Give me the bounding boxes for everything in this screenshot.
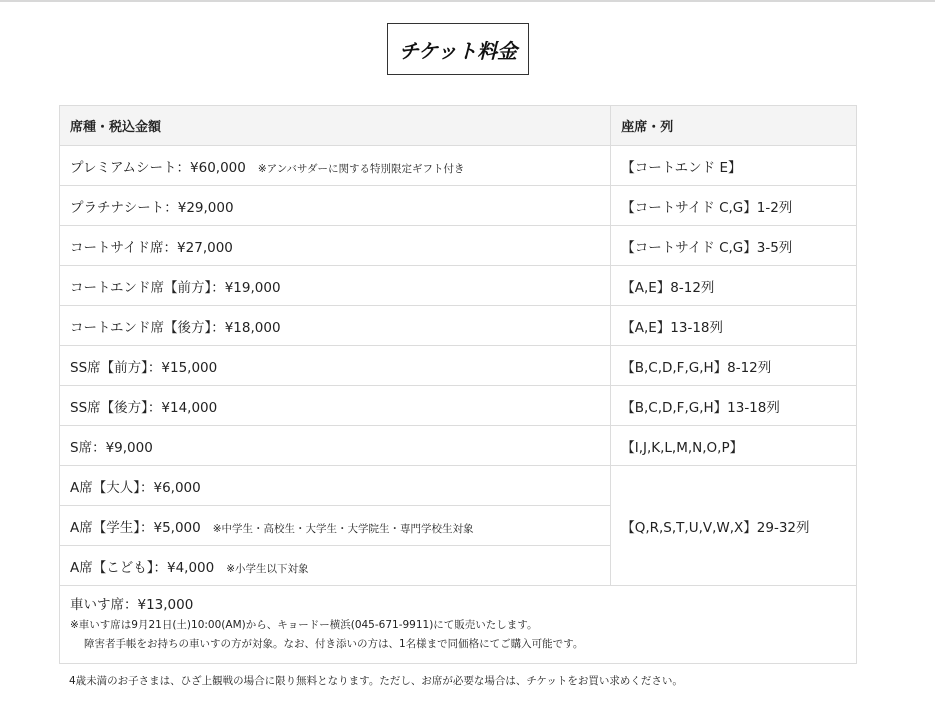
row-type: コートサイド席：¥27,000 [60, 226, 611, 266]
table-row [60, 186, 857, 226]
table-row [60, 226, 857, 266]
row-type: プレミアムシート：¥60,000 [70, 159, 246, 176]
wheelchair-cell [60, 586, 857, 664]
row-seat: 【B,C,D,F,G,H】13-18列 [611, 386, 857, 426]
row-type-cell [60, 546, 611, 586]
row-type: S席：¥9,000 [60, 426, 611, 466]
row-type: A席【大人】：¥6,000 [60, 466, 611, 506]
row-type: プラチナシート：¥29,000 [60, 186, 611, 226]
row-type: SS席【前方】：¥15,000 [60, 346, 611, 386]
row-seat: 【コートサイド C,G】1-2列 [611, 186, 857, 226]
wheelchair-row [60, 586, 857, 664]
row-note: ※小学生以下対象 [226, 562, 309, 575]
row-seat: 【コートサイド C,G】3-5列 [611, 226, 857, 266]
table-row [60, 266, 857, 306]
row-type: SS席【後方】：¥14,000 [60, 386, 611, 426]
row-note: ※アンバサダーに関する特別限定ギフト付き [257, 162, 465, 175]
row-seat: 【I,J,K,L,M,N,O,P】 [611, 426, 857, 466]
footer-note: 4歳未満のお子さまは、ひざ上観戦の場合に限り無料となります。ただし、お席が必要な場合は、チケットをお買い求めください。 [69, 675, 683, 687]
row-seat: 【B,C,D,F,G,H】8-12列 [611, 346, 857, 386]
wheelchair-note-2: 障害者手帳をお持ちの車いすの方が対象。なお、付き添いの方は、1名様まで同価格にてご購入可能です。 [84, 638, 584, 650]
table-row [60, 466, 857, 506]
row-type-cell [60, 146, 611, 186]
row-note: ※中学生・高校生・大学生・大学院生・専門学校生対象 [212, 522, 474, 535]
table-row [60, 426, 857, 466]
row-type: A席【学生】：¥5,000 [70, 519, 201, 536]
wheelchair-note-1: ※車いす席は9月21日(土)10:00(AM)から、キョードー横浜(045-671-9911)にて販売いたします。 [70, 619, 538, 631]
ticket-price-table [59, 105, 857, 664]
row-seat: 【A,E】8-12列 [611, 266, 857, 306]
table-row [60, 306, 857, 346]
header-type-price: 席種・税込金額 [60, 106, 611, 146]
row-seat: 【コートエンド E】 [611, 146, 857, 186]
table-row [60, 346, 857, 386]
wheelchair-title: 車いす席：¥13,000 [70, 597, 194, 613]
header-seat-row: 座席・列 [611, 106, 857, 146]
row-type: コートエンド席【前方】：¥19,000 [60, 266, 611, 306]
page-title: チケット料金 [387, 23, 529, 75]
row-seat: 【A,E】13-18列 [611, 306, 857, 346]
table-row [60, 146, 857, 186]
table-header-row [60, 106, 857, 146]
row-type: A席【こども】：¥4,000 [70, 559, 215, 576]
top-divider [0, 0, 935, 2]
row-type-cell [60, 506, 611, 546]
row-seat-merged: 【Q,R,S,T,U,V,W,X】29-32列 [611, 466, 857, 586]
row-type: コートエンド席【後方】：¥18,000 [60, 306, 611, 346]
table-row [60, 386, 857, 426]
